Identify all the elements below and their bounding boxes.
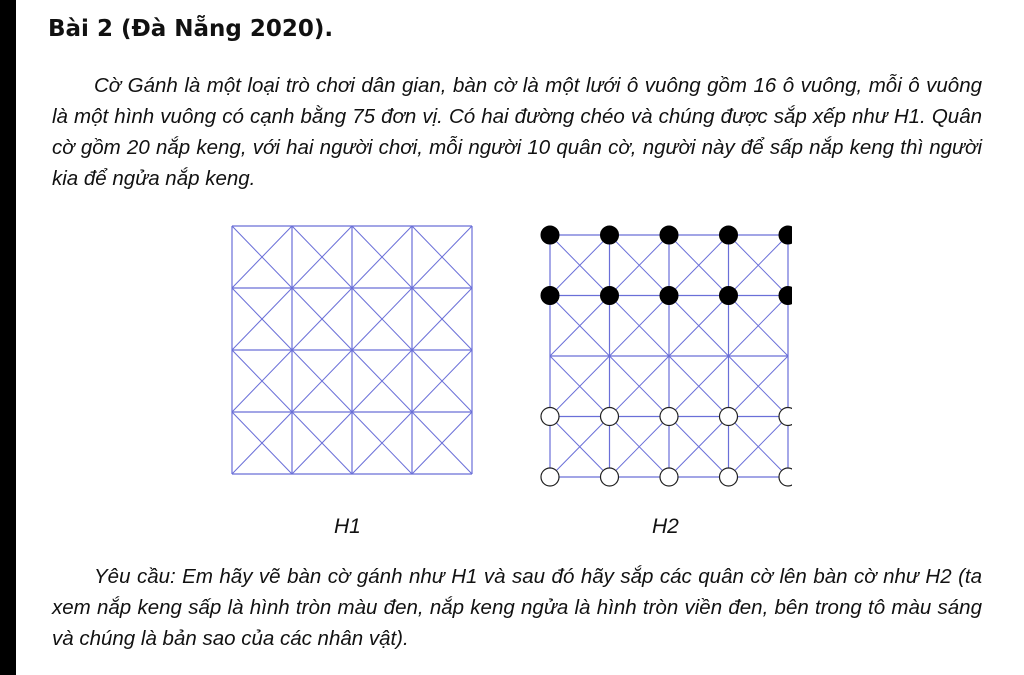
- h2-board-diagram: [540, 225, 792, 487]
- white-piece: [601, 408, 619, 426]
- white-piece: [779, 468, 792, 486]
- black-piece: [660, 226, 678, 244]
- h1-board-diagram: [228, 222, 478, 478]
- problem-title: Bài 2 (Đà Nẵng 2020).: [48, 16, 334, 42]
- requirement-text: Yêu cầu: Em hãy vẽ bàn cờ gánh như H1 và sau đó hãy sắp các quân cờ lên bàn cờ như H2 (ta xem nắp keng sấp là hình tròn màu đen, nắp keng ngửa là hình tròn viền đen, bên trong tô màu sáng và chúng là bản sao của các nhân vật).: [52, 565, 982, 650]
- black-piece: [541, 226, 559, 244]
- intro-paragraph: [52, 70, 982, 194]
- intro-text: Cờ Gánh là một loại trò chơi dân gian, bàn cờ là một lưới ô vuông gồm 16 ô vuông, mỗi ô vuông là một hình vuông có cạnh bằng 75 đơn vị. Có hai đường chéo và chúng được sắp xếp như H1. Quân cờ gồm 20 nắp keng, với hai người chơi, mỗi người 10 quân cờ, người này để sấp nắp keng thì người kia để ngửa nắp keng.: [52, 74, 982, 190]
- requirement-paragraph: [52, 561, 982, 654]
- white-piece: [660, 408, 678, 426]
- black-piece: [720, 287, 738, 305]
- black-piece: [779, 287, 792, 305]
- black-piece: [720, 226, 738, 244]
- white-piece: [660, 468, 678, 486]
- black-piece: [779, 226, 792, 244]
- white-piece: [779, 408, 792, 426]
- white-piece: [541, 468, 559, 486]
- black-piece: [541, 287, 559, 305]
- black-piece: [660, 287, 678, 305]
- black-piece: [601, 226, 619, 244]
- white-piece: [720, 468, 738, 486]
- left-border-bar: [0, 0, 16, 675]
- white-piece: [720, 408, 738, 426]
- white-piece: [541, 408, 559, 426]
- h2-caption: H2: [652, 515, 679, 538]
- white-piece: [601, 468, 619, 486]
- black-piece: [601, 287, 619, 305]
- h1-caption: H1: [334, 515, 361, 538]
